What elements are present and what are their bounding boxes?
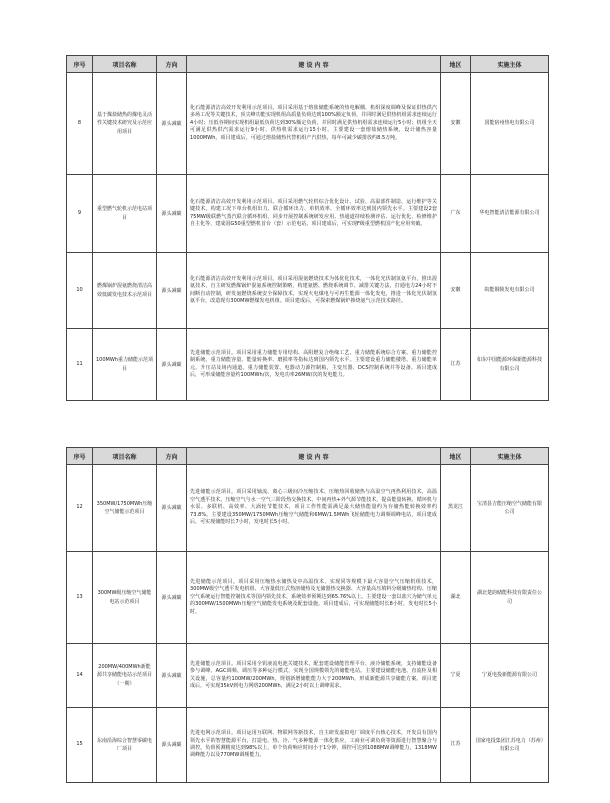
project-content: 先进储能示范项目。项目采用压缩热水储热及中高温技术，实现同等规模下最大容量空气压缩机组技术，300MW级空气透平发电机组、大容量低压式热溶储热及无储器热交换器、大容量高压填料分级储热结构、压缩空气系统运行智能控制技术等国内领先技术，系统效率预期达到65.76%以上。主要建设一套以盐穴为储气单元的300MW/1500MWh压缩空气储能发电系统及配套设施。项目建成后，可实现储能时长8小时，发电时长5小时。 [187,552,441,644]
project-entity: 宁夏电投新能源有限公司 [471,644,549,708]
project-region: 广东 [441,175,471,253]
table-row [67,175,549,253]
project-region: 安徽 [441,253,471,329]
project-region: 宁夏 [441,644,471,708]
row-number: 8 [67,73,93,175]
project-content: 化石能源清洁高效开发利用示范项目。项目采用混氨燃烧技术为体优化技术，一体化光伏制氢氨平台，推出混氨技术，自主研发燃煤锅炉混氨系统控制策略，构建氨燃、燃烧系统调节、减排关键方法，打通电力24小时不间断自动控制，研发氨燃烧系统安全保障技术，实现火电煤电与可再生能源一体化发电，推进一体化光伏制氢氨平台，改造现有300MW燃煤发电机组。项目建成后，可探索燃煤锅炉掺烧氨气示范技术路径。 [187,253,441,329]
project-table-page-1 [66,55,549,401]
project-content: 先进电网示范项目。项目运用互联网、物联网等新技术，自主研发虚拟电厂调度平台核心技术，开发具有国内领先水平的智慧能源平台，打造电、热、冷、气多种能源一体化供应，工商业可调负荷等资源进行智慧聚合与调控。负荷预测精度达到98%以上，单个负荷响应时间小于1分钟，调控可达到1088MW调峰能力，1318MW调峰能力以及770MW调频能力。 [187,708,441,783]
project-name: 重型燃气轮机示范电站项目 [93,175,157,253]
project-direction: 源头减碳 [157,552,187,644]
header-no: 序号 [67,56,93,73]
project-entity: 湖北楚韵储能科技有限责任公司 [471,552,549,644]
project-entity: 华电智能清洁能源有限公司 [471,175,549,253]
project-region: 黑龙江 [441,465,471,552]
row-number: 13 [67,552,93,644]
project-direction: 源头减碳 [157,708,187,783]
project-name: 350MW/1750MWh压缩空气储能示范项目 [93,465,157,552]
project-entity: 皖能铜陵发电有限公司 [471,253,549,329]
table-row [67,644,549,708]
table-row [67,329,549,401]
row-number: 9 [67,175,93,253]
table-row [67,708,549,783]
project-content: 先进储能示范项目。项目采用轴流、离心三级间冷压缩技术、压缩热回收储热与高温空气再热利用技术、高温空气透平技术、压缩空气与水一空气三阶段热交换技术、中间再热+外气源节能技术，提高能量转换、循环机与水泵、多联机、高效率、大涡轮节能技术，项目工作性能需满足最大储热能量约为存储热能转换效率约73.8%。主要建设350MW/1750MWh压缩空气储能和6MW/1.5MWh飞轮储能电力调频调峰电站，项目建成后，可实现储能时长7小时，发电时长5小时。 [187,465,441,552]
header-name: 项目名称 [93,448,157,465]
row-number: 10 [67,253,93,329]
row-number: 11 [67,329,93,401]
header-direction: 方向 [157,56,187,73]
page-one-table-section [66,55,548,401]
header-entity: 实施主体 [471,448,549,465]
project-entity: 国能宿州热电有限公司 [471,73,549,175]
header-direction: 方向 [157,448,187,465]
project-entity: 如东中国能源环保新能源科技有限公司 [471,329,549,401]
table-row [67,465,549,552]
project-table-page-2 [66,447,549,783]
project-content: 先进储能示范项目。项目采用重力储能专用结构、高阻燃复合绝缘工艺、重力储能系统综合方案、重力储能控制系统、重力储能容量、能量转换率、磨损率等指标达到国内领先水平。主要建设重力储能楼塔、重力储能单元、升压站及场内通道。重力储能装置、电器动力源控制箱、主变压器、DCS控制系统并等设备。项目建成后，可形成储能容量约100MWh/次，发电功率26MW/次的发电能力。 [187,329,441,401]
project-content: 化石能源清洁高效开发利用示范项目。项目采用基于熔盐储能系统的热电解耦、机组深度调峰及保证供热供汽多场工况等关键技术，顶尖峰功能实现机组高质量负荷达到100%额定负荷，并同时满足供热机组需求连续运行4小时；压低谷期间实现机组最低负荷达到30%额定负荷，并同时满足供热机组需求连续运行5小时；机组全天可满足供热供汽需求运行9小时、供热机需求运行15小时。主要建设一套熔盐储热系统，设计储热容量1000MWh。项目建成后，可通过熔盐储热代替机组产汽供热，每年可减少碳排放约8.5万吨。 [187,73,441,175]
project-entity: 国家电投集团江苏电力（苏州）有限公司 [471,708,549,783]
table-row [67,73,549,175]
row-number: 14 [67,644,93,708]
project-name: 200MW/400MWh新能源共享储能电站示范项目（一期） [93,644,157,708]
header-name: 项目名称 [93,56,157,73]
project-content: 化石能源清洁高效开发利用示范项目。项目采用燃气轮机综合优化设计、试验、高温部件制造、运行维护等关键技术，构建工况下单台机组出力、联合循环出力、单机效率、全循环效率达到国内领先水平。主要建设2套75MW级联燃气蒸汽联合循环机组，同步开展控制系统研发应用、热通道持续检测评估、运行优化、检修维护自主化等，建成国G50重型燃机首台（套）示范电站。项目建成后，可实现F级重型燃机国产化应用突破。 [187,175,441,253]
project-name: 燃煤锅炉混氨燃烧清洁高效低碳发电技术示范项目 [93,253,157,329]
project-name: 基于煤盐储热的煤电灵活性关键技术研究及示范应用项目 [93,73,157,175]
project-region: 江苏 [441,708,471,783]
project-name: 100MWh重力储能示范项目 [93,329,157,401]
project-name: 东南沿海综合智慧零碳电厂项目 [93,708,157,783]
table-header-row [67,448,549,465]
header-content: 建 设 内 容 [187,56,441,73]
header-region: 地区 [441,56,471,73]
table-header-row [67,56,549,73]
table-row [67,552,549,644]
page-two-table-section [66,447,548,783]
project-direction: 源头减碳 [157,644,187,708]
project-direction: 源头减碳 [157,465,187,552]
project-region: 安徽 [441,73,471,175]
project-direction: 源头减碳 [157,329,187,401]
project-region: 江苏 [441,329,471,401]
project-region: 湖北 [441,552,471,644]
header-region: 地区 [441,448,471,465]
row-number: 15 [67,708,93,783]
header-content: 建 设 内 容 [187,448,441,465]
project-entity: 宝清县吉能压缩空气储能有限公司 [471,465,549,552]
project-name: 300MW级压缩空气储能电站示范项目 [93,552,157,644]
project-direction: 源头减碳 [157,73,187,175]
table-row [67,253,549,329]
project-direction: 源头减碳 [157,253,187,329]
project-direction: 源头减碳 [157,175,187,253]
header-entity: 实施主体 [471,56,549,73]
header-no: 序号 [67,448,93,465]
project-content: 先进储能示范项目。项目采用全钒液流电池关键技术，配套建设储能管理平台、液冷储能系统，支持储能设备参与调峰、AGC调频、调压等多种运行模式，实现全国规模领先的储能电站。主要建设储能电池、直流柜及相关设施，总容量约100MW/200MWh，规划新增储能能力大于200MWh，形成新能源共享储能方案。项目建成后，可实现35kV到电力网络200MWh，满足2小时以上调峰需求。 [187,644,441,708]
row-number: 12 [67,465,93,552]
